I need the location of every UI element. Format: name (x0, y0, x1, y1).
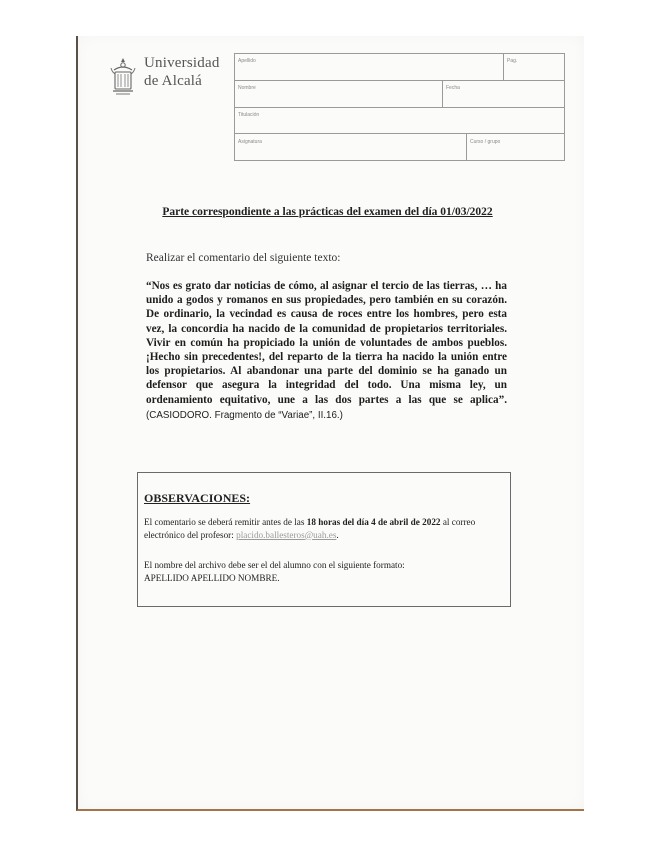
apellido-label: Apellido (238, 58, 256, 64)
filename-format: APELLIDO APELLIDO NOMBRE. (144, 572, 280, 583)
observations-title: OBSERVACIONES: (144, 491, 251, 505)
observations-deadline-paragraph (144, 516, 506, 541)
filename-instruction: El nombre del archivo debe ser el del alumno con el siguiente formato: (144, 560, 405, 570)
form-row-divider (235, 107, 564, 108)
asignatura-label: Asignatura (238, 139, 262, 145)
quoted-text (146, 279, 507, 423)
quote-citation: (CASIODORO. Fragmento de “Variae”, II.16.) (146, 409, 343, 421)
instruction-text: Realizar el comentario del siguiente texto: (146, 252, 341, 264)
university-name-line2: de Alcalá (144, 73, 203, 89)
pag-label: Pag. (507, 58, 518, 64)
professor-email-link[interactable]: placido.ballesteros@uah.es (236, 529, 337, 540)
form-row-divider (235, 133, 564, 134)
divider (442, 80, 443, 107)
nombre-label: Nombre (238, 85, 256, 91)
deadline-text-a: El comentario se deberá remitir antes de las (144, 517, 307, 527)
university-name (144, 54, 220, 90)
deadline-bold: 18 horas del día 4 de abril de 2022 (306, 517, 441, 527)
divider (466, 133, 467, 160)
university-logo (108, 54, 228, 98)
fecha-label: Fecha (446, 85, 460, 91)
form-row-divider (235, 80, 564, 81)
observations-box (137, 472, 511, 607)
student-info-form (234, 53, 565, 161)
deadline-text-b: al correo electrónico del profesor: (144, 517, 476, 540)
quote-body: “Nos es grato dar noticias de cómo, al asignar el tercio de las tierras, … ha unido a godos y romanos en sus propiedades, pero también en su corazón. De ordinario, la vecindad es causa de roces entre los hombres, pero esta vez, la concordia ha nacido de la comunidad de propietarios territoriales. Vivir en común ha propiciado la unión de voluntades de ambos pueblos. ¡Hecho sin precedentes!, del reparto de la tierra ha nacido la unión entre los propietarios. Al abandonar una parte del dominio se ha ganado un defensor que asegura la integridad del todo. Una misma ley, un ordenamiento equitativo, une a las dos partes a las que se aplica”. (146, 280, 507, 406)
deadline-text-end: . (336, 529, 339, 540)
university-crest-icon (108, 56, 138, 96)
university-name-line1: Universidad (144, 55, 220, 71)
titulacion-label: Titulación (238, 112, 260, 118)
curso-grupo-label: Curso / grupo (470, 139, 501, 145)
exam-title: Parte correspondiente a las prácticas del examen del día 01/03/2022 (162, 206, 493, 218)
divider (503, 54, 504, 80)
observations-filename-paragraph (144, 559, 506, 584)
